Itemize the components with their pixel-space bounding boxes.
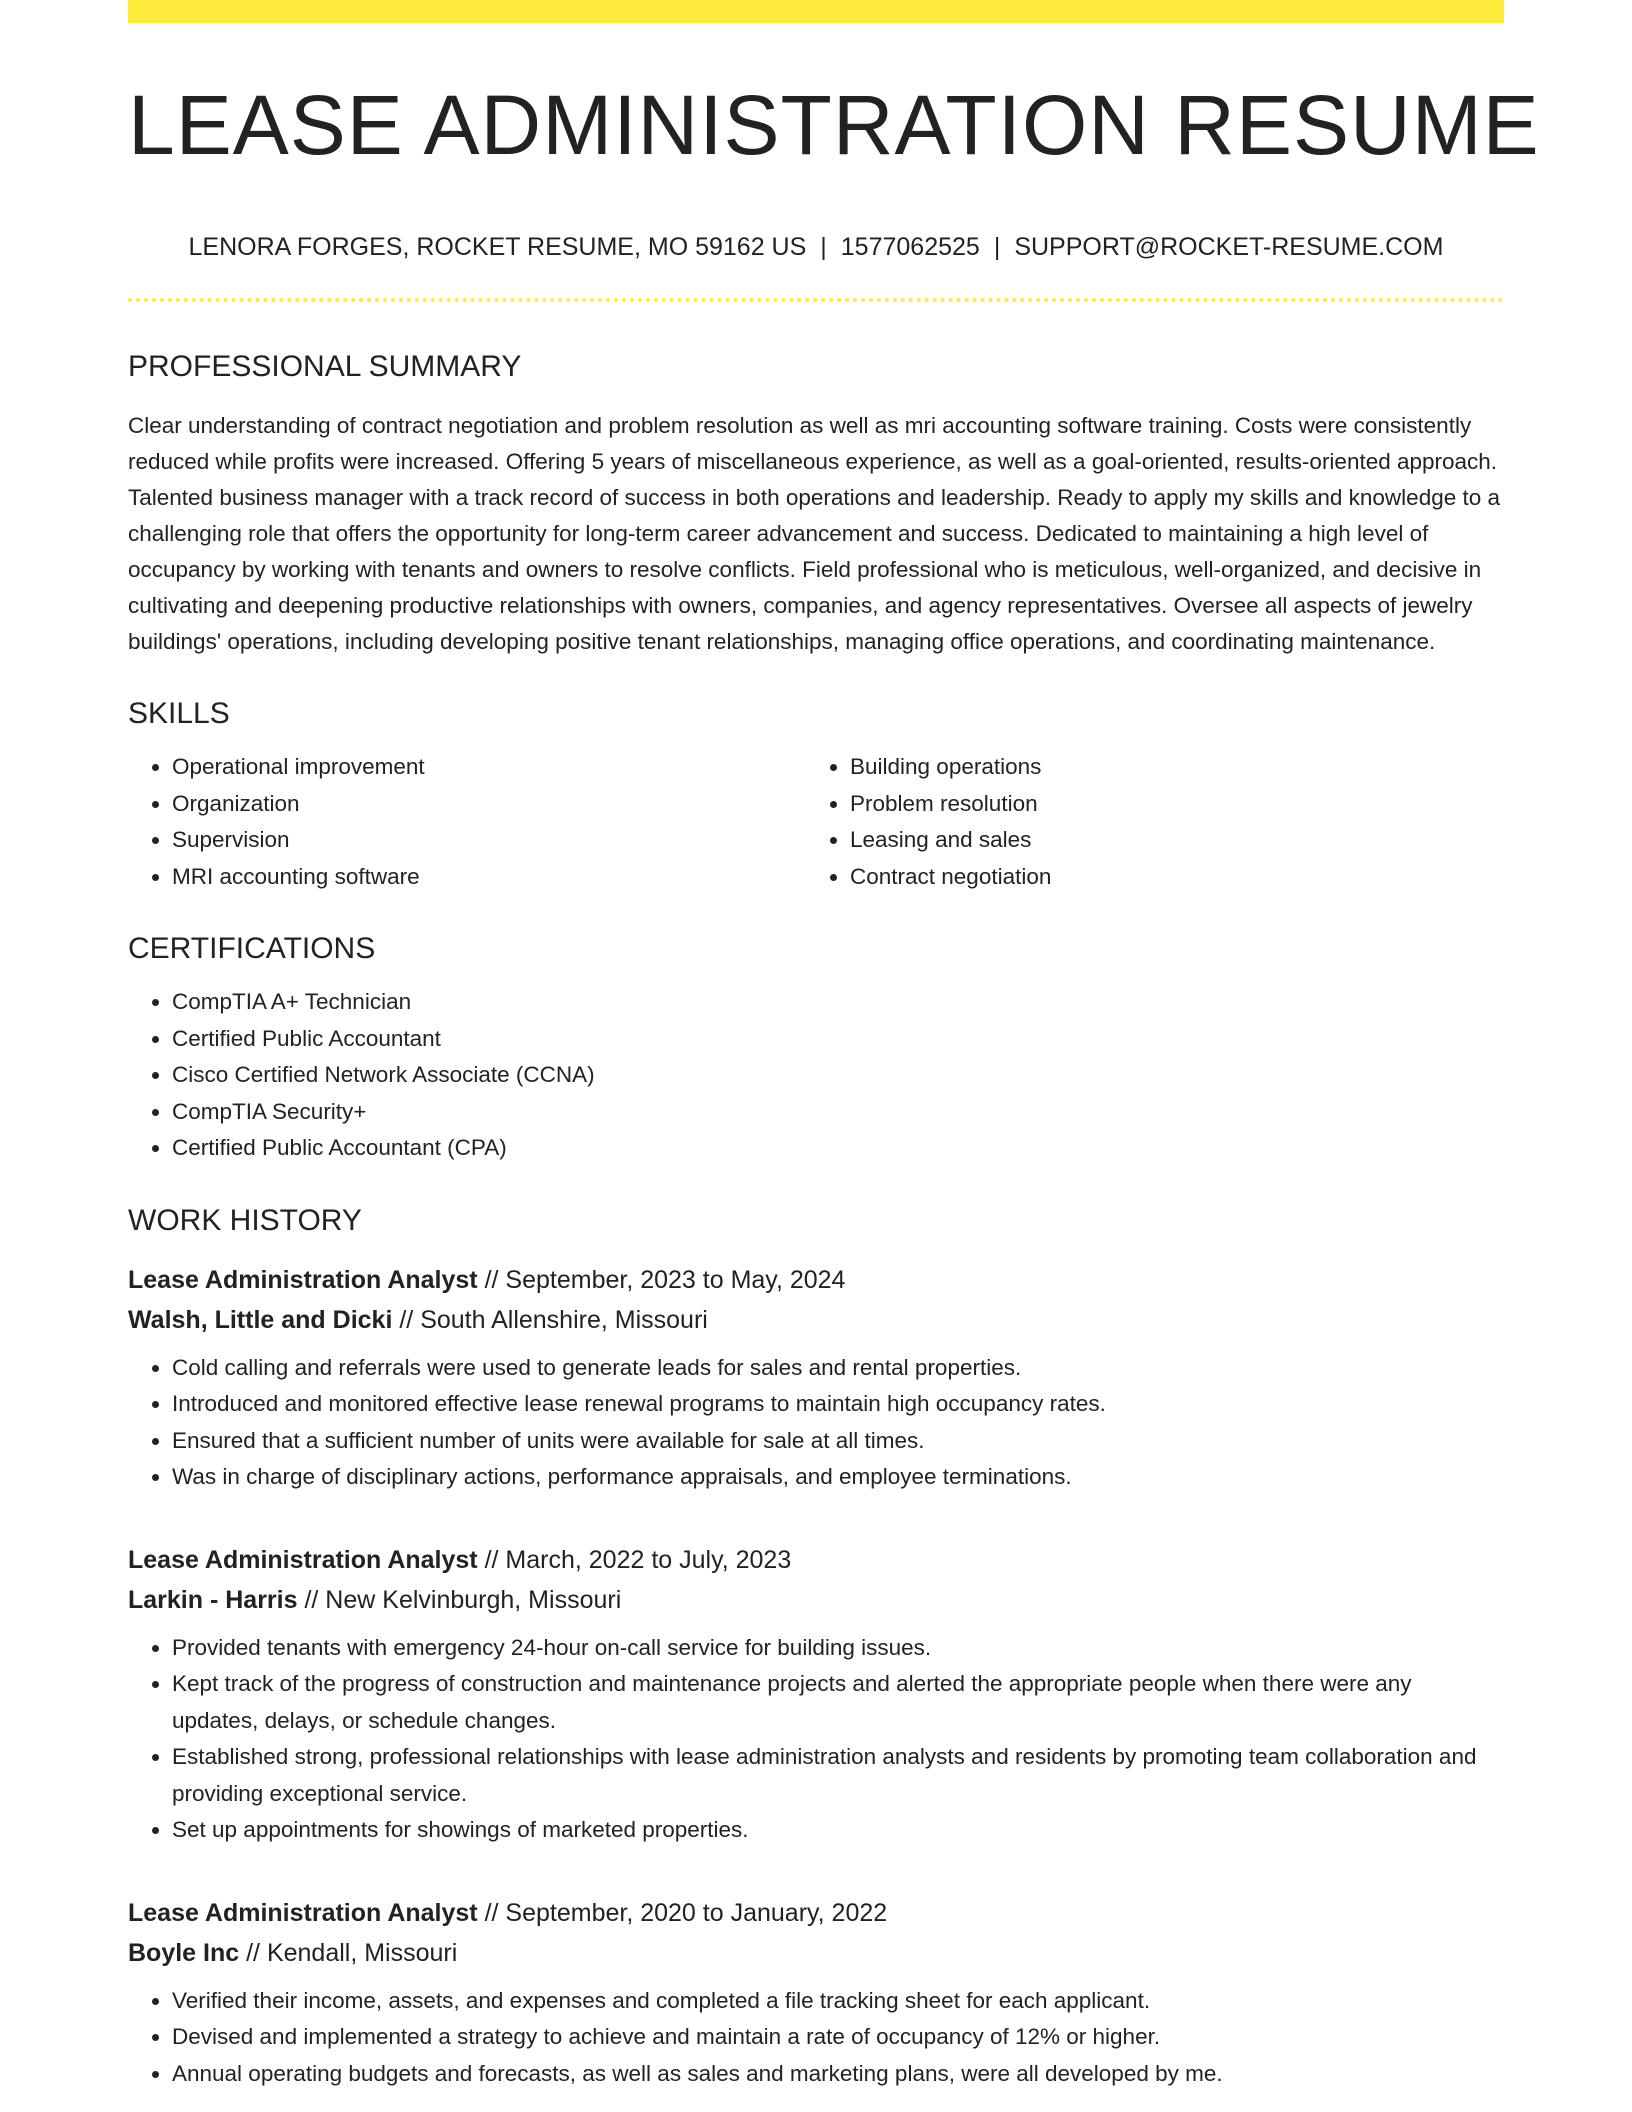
job-duty: • Was in charge of disciplinary actions, performance appraisals, and employee terminations.	[172, 1459, 1504, 1496]
job-company-line	[128, 1933, 1504, 1973]
job-duty: • Provided tenants with emergency 24-hour on-call service for building issues.	[172, 1630, 1504, 1667]
resume-page	[128, 0, 1540, 2092]
header-divider	[128, 298, 1504, 302]
job-entry	[128, 1893, 1504, 2093]
contact-phone: 1577062525	[840, 233, 980, 261]
skill-item: • Leasing and sales	[850, 822, 1484, 859]
skill-item: • Contract negotiation	[850, 859, 1484, 896]
job-title: Lease Administration Analyst	[128, 1265, 478, 1294]
job-company-line	[128, 1300, 1504, 1340]
skills-column-left	[128, 749, 806, 895]
job-duty: • Introduced and monitored effective lease renewal programs to maintain high occupancy rates.	[172, 1386, 1504, 1423]
job-duties	[128, 1983, 1504, 2093]
job-duty: • Annual operating budgets and forecasts, as well as sales and marketing plans, were all developed by me.	[172, 2056, 1504, 2093]
contact-line	[128, 235, 1504, 260]
job-duty: • Verified their income, assets, and expenses and completed a file tracking sheet for each applicant.	[172, 1983, 1504, 2020]
job-duties	[128, 1350, 1504, 1496]
job-entry	[128, 1540, 1504, 1849]
skill-item: • Organization	[172, 786, 806, 823]
job-company: Larkin - Harris	[128, 1585, 298, 1614]
contact-separator: |	[820, 233, 827, 261]
work-history-heading: WORK HISTORY	[128, 1203, 362, 1237]
certification-item: • Certified Public Accountant (CPA)	[172, 1130, 1504, 1167]
contact-separator: |	[993, 233, 1001, 261]
job-company-line	[128, 1580, 1504, 1620]
job-duties	[128, 1630, 1504, 1849]
skill-item: • Building operations	[850, 749, 1484, 786]
resume-title: LEASE ADMINISTRATION RESUME	[128, 78, 1540, 172]
certifications-list	[128, 984, 1504, 1167]
certification-item: • CompTIA A+ Technician	[172, 984, 1504, 1021]
accent-top-bar	[128, 0, 1504, 23]
summary-heading: PROFESSIONAL SUMMARY	[128, 350, 522, 383]
job-duty: • Set up appointments for showings of marketed properties.	[172, 1812, 1504, 1849]
contact-email: SUPPORT@ROCKET-RESUME.COM	[1014, 233, 1444, 261]
skill-item: • Problem resolution	[850, 786, 1484, 823]
job-title: Lease Administration Analyst	[128, 1898, 478, 1927]
job-title: Lease Administration Analyst	[128, 1545, 478, 1574]
job-title-line	[128, 1260, 1504, 1300]
job-location: // Kendall, Missouri	[246, 1938, 458, 1967]
skill-item: • Supervision	[172, 822, 806, 859]
certification-item: • Cisco Certified Network Associate (CCNA)	[172, 1057, 1504, 1094]
job-duty: • Established strong, professional relationships with lease administration analysts and residents by promoting team collaboration and providing exceptional service.	[172, 1739, 1504, 1812]
certifications-heading: CERTIFICATIONS	[128, 932, 376, 965]
job-duty: • Kept track of the progress of construction and maintenance projects and alerted the appropriate people when there were any updates, delays, or schedule changes.	[172, 1666, 1504, 1739]
job-company: Boyle Inc	[128, 1938, 240, 1967]
job-entry	[128, 1260, 1504, 1496]
summary-text: Clear understanding of contract negotiation and problem resolution as well as mri accounting software training. Costs were consistently reduced while profits were increased. Offering 5 years of miscellaneous experience, as well as a goal-oriented, results-oriented approach. Talented business manager with a track record of success in both operations and leadership. Ready to apply my skills and knowledge to a challenging role that offers the opportunity for long-term career advancement and success. Dedicated to maintaining a high level of occupancy by working with tenants and owners to resolve conflicts. Field professional who is meticulous, well-organized, and decisive in cultivating and deepening productive relationships with owners, companies, and agency representatives. Oversee all aspects of jewelry buildings' operations, including developing positive tenant relationships, managing office operations, and coordinating maintenance.	[128, 413, 1501, 654]
job-duty: • Ensured that a sufficient number of units were available for sale at all times.	[172, 1423, 1504, 1460]
job-location: // New Kelvinburgh, Missouri	[304, 1585, 622, 1614]
job-duty: • Cold calling and referrals were used to generate leads for sales and rental properties.	[172, 1350, 1504, 1387]
job-dates: // March, 2022 to July, 2023	[484, 1545, 792, 1574]
skill-item: • MRI accounting software	[172, 859, 806, 896]
job-title-line	[128, 1893, 1504, 1933]
skills-heading: SKILLS	[128, 697, 230, 730]
certification-item: • Certified Public Accountant	[172, 1021, 1504, 1058]
job-location: // South Allenshire, Missouri	[399, 1305, 708, 1334]
certification-item: • CompTIA Security+	[172, 1094, 1504, 1131]
skill-item: • Operational improvement	[172, 749, 806, 786]
job-dates: // September, 2020 to January, 2022	[484, 1898, 888, 1927]
contact-address: LENORA FORGES, ROCKET RESUME, MO 59162 US	[188, 233, 807, 261]
skills-column-right	[806, 749, 1484, 895]
job-title-line	[128, 1540, 1504, 1580]
skills-list	[128, 749, 1504, 895]
job-company: Walsh, Little and Dicki	[128, 1305, 393, 1334]
job-duty: • Devised and implemented a strategy to achieve and maintain a rate of occupancy of 12% or higher.	[172, 2019, 1504, 2056]
job-dates: // September, 2023 to May, 2024	[484, 1265, 846, 1294]
